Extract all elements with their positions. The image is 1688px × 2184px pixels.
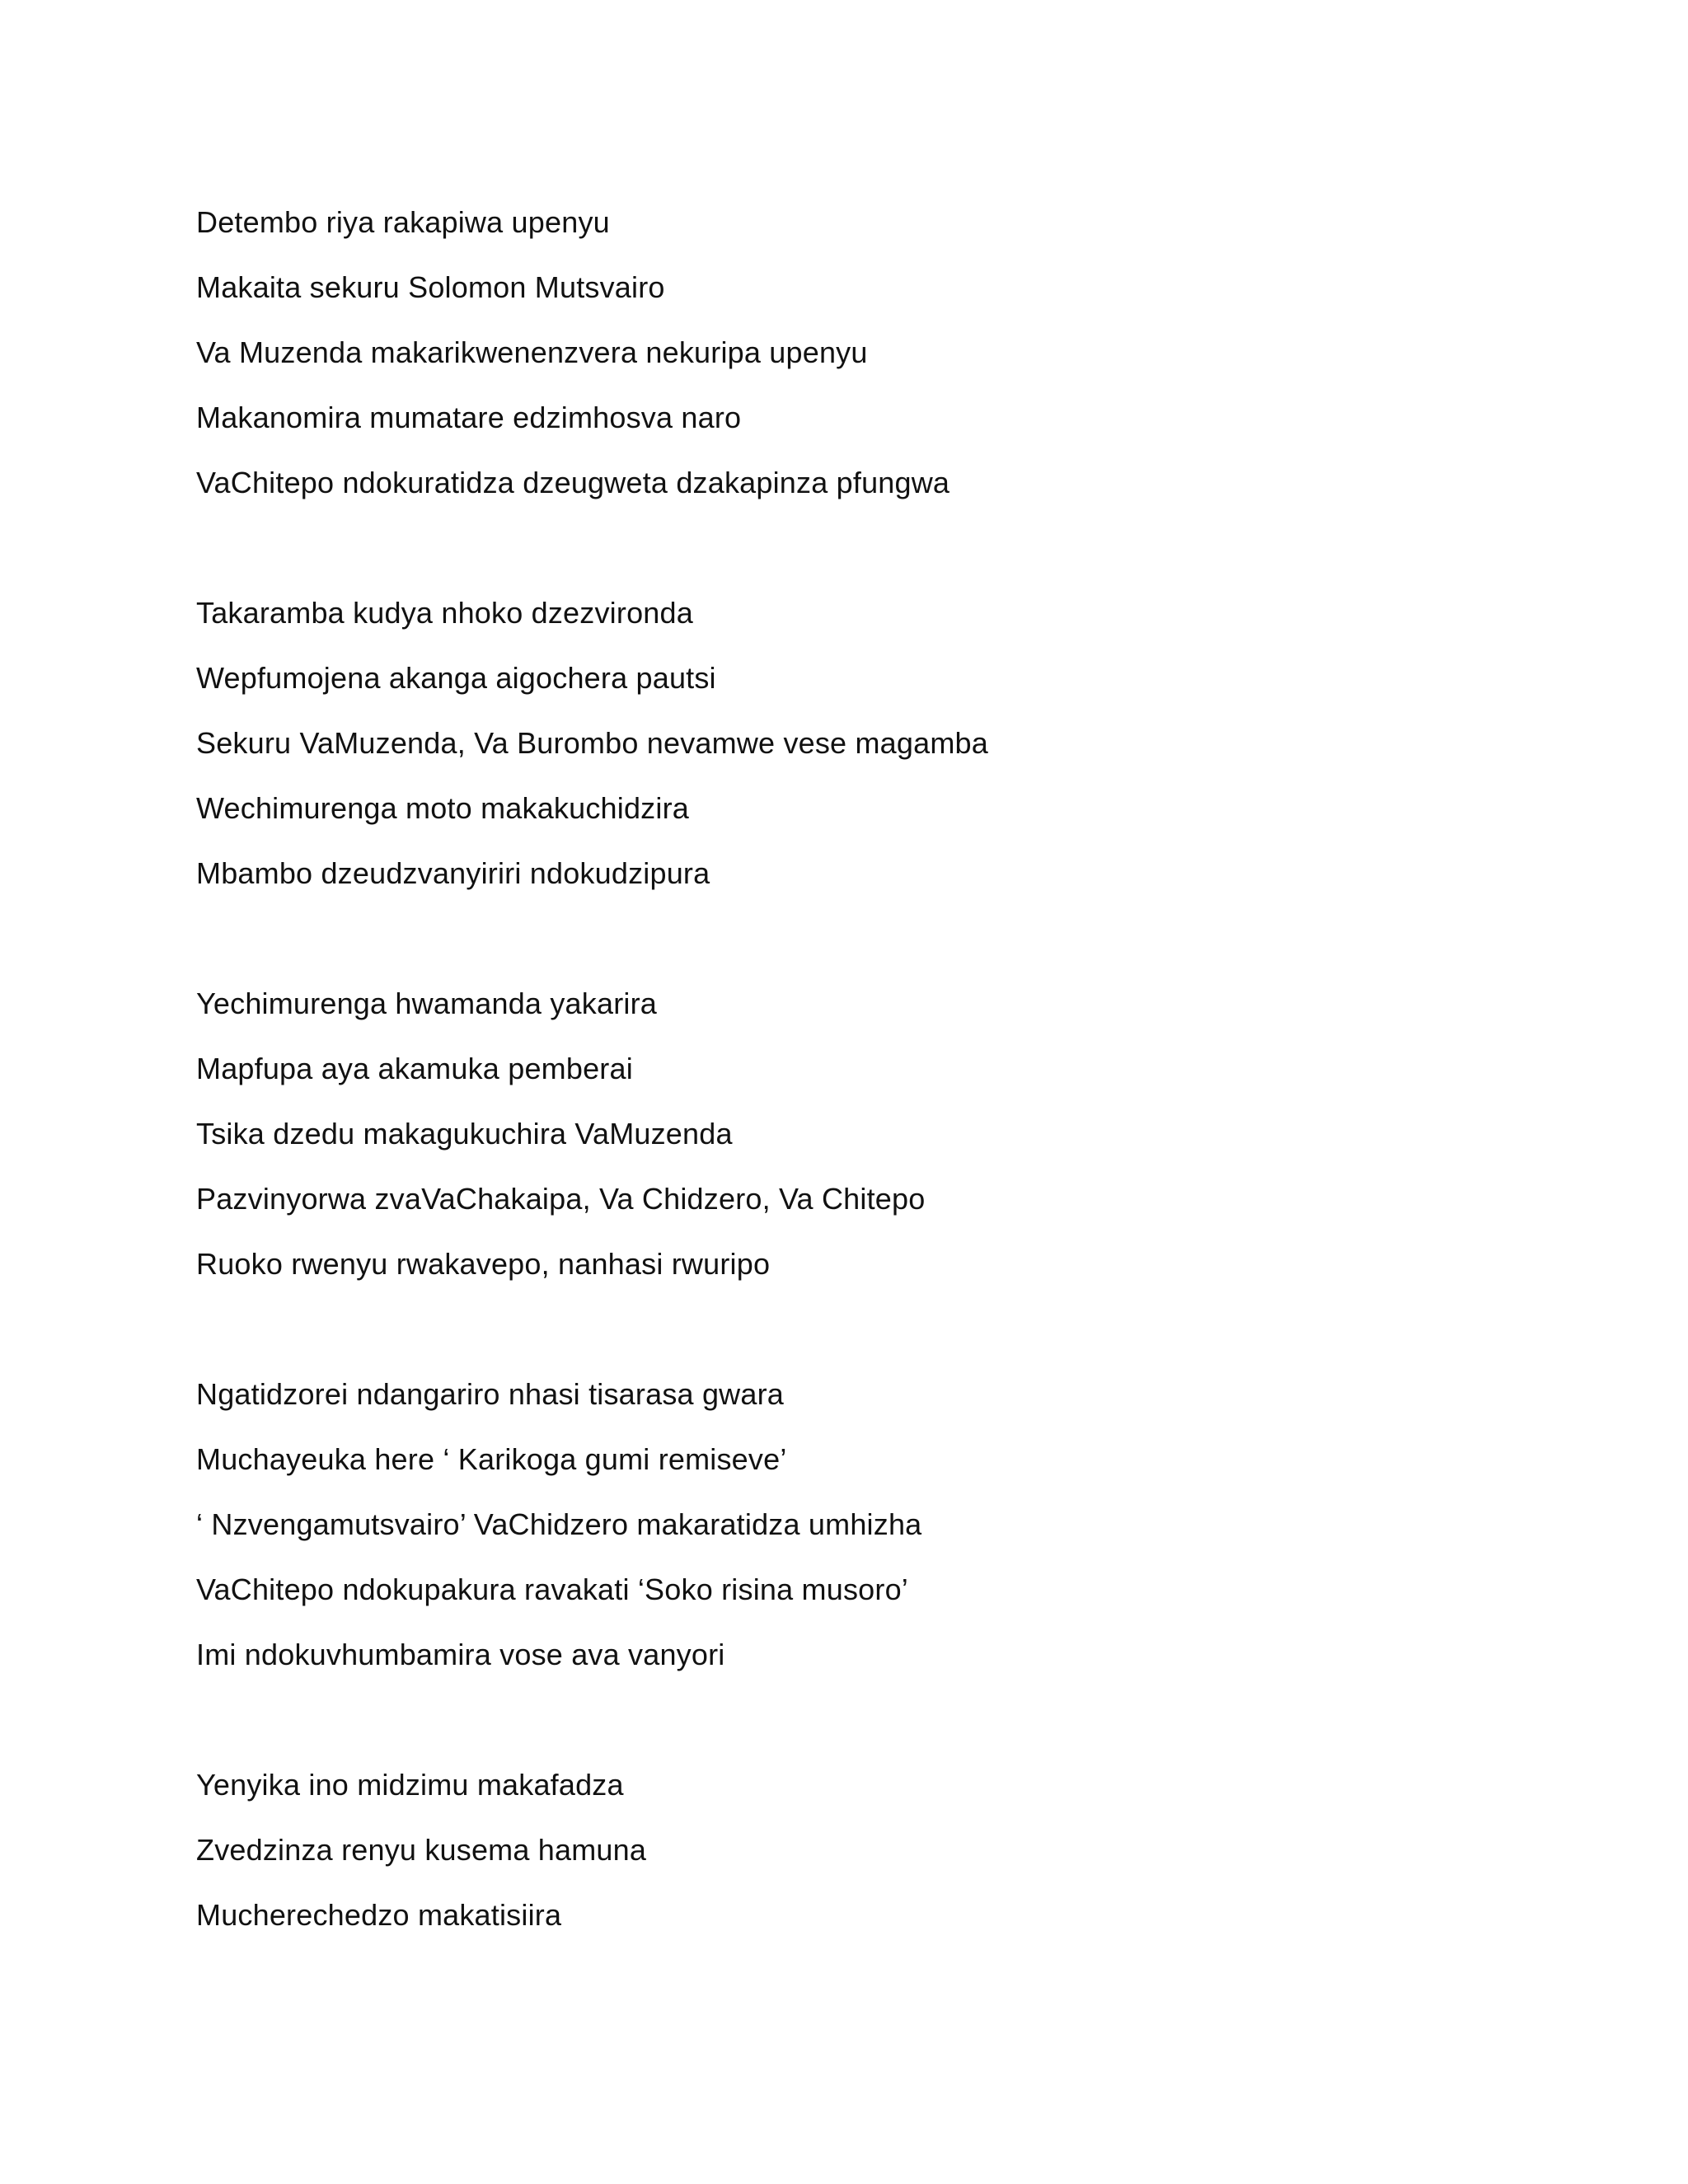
poem-line: Detembo riya rakapiwa upenyu: [196, 205, 610, 239]
poem-line: Va Muzenda makarikwenenzvera nekuripa upenyu: [196, 335, 868, 369]
stanza-2: [196, 580, 1515, 906]
poem-line: Mapfupa aya akamuka pemberai: [196, 1052, 633, 1085]
poem-line: Mucherechedzo makatisiira: [196, 1898, 562, 1932]
poem-line: Pazvinyorwa zvaVaChakaipa, Va Chidzero, Va Chitepo: [196, 1182, 926, 1216]
stanza-5: [196, 1752, 1515, 1947]
poem-line: Ruoko rwenyu rwakavepo, nanhasi rwuripo: [196, 1247, 771, 1281]
poem-line: Zvedzinza renyu kusema hamuna: [196, 1833, 647, 1867]
poem-line: Ngatidzorei ndangariro nhasi tisarasa gwara: [196, 1377, 784, 1411]
poem-line: Muchayeuka here ‘ Karikoga gumi remiseve’: [196, 1442, 787, 1476]
stanza-4: [196, 1361, 1515, 1687]
poem-line: Mbambo dzeudzvanyiriri ndokudzipura: [196, 856, 710, 890]
poem-line: Wepfumojena akanga aigochera pautsi: [196, 661, 716, 695]
stanza-1: [196, 190, 1515, 515]
poem-line: Makaita sekuru Solomon Mutsvairo: [196, 270, 665, 304]
poem-line: VaChitepo ndokupakura ravakati ‘Soko risina musoro’: [196, 1572, 908, 1606]
stanza-3: [196, 971, 1515, 1296]
poem-line: Takaramba kudya nhoko dzezvironda: [196, 596, 693, 630]
poem-body: [196, 190, 1515, 1947]
poem-line: Sekuru VaMuzenda, Va Burombo nevamwe vese magamba: [196, 726, 988, 760]
poem-line: Yenyika ino midzimu makafadza: [196, 1768, 624, 1802]
poem-line: Tsika dzedu makagukuchira VaMuzenda: [196, 1117, 733, 1151]
poem-line: VaChitepo ndokuratidza dzeugweta dzakapinza pfungwa: [196, 466, 950, 499]
poem-line: ‘ Nzvengamutsvairo’ VaChidzero makaratidza umhizha: [196, 1507, 922, 1541]
poem-line: Makanomira mumatare edzimhosva naro: [196, 401, 742, 434]
poem-line: Wechimurenga moto makakuchidzira: [196, 791, 689, 825]
poem-line: Yechimurenga hwamanda yakarira: [196, 987, 657, 1020]
poem-line: Imi ndokuvhumbamira vose ava vanyori: [196, 1638, 725, 1671]
